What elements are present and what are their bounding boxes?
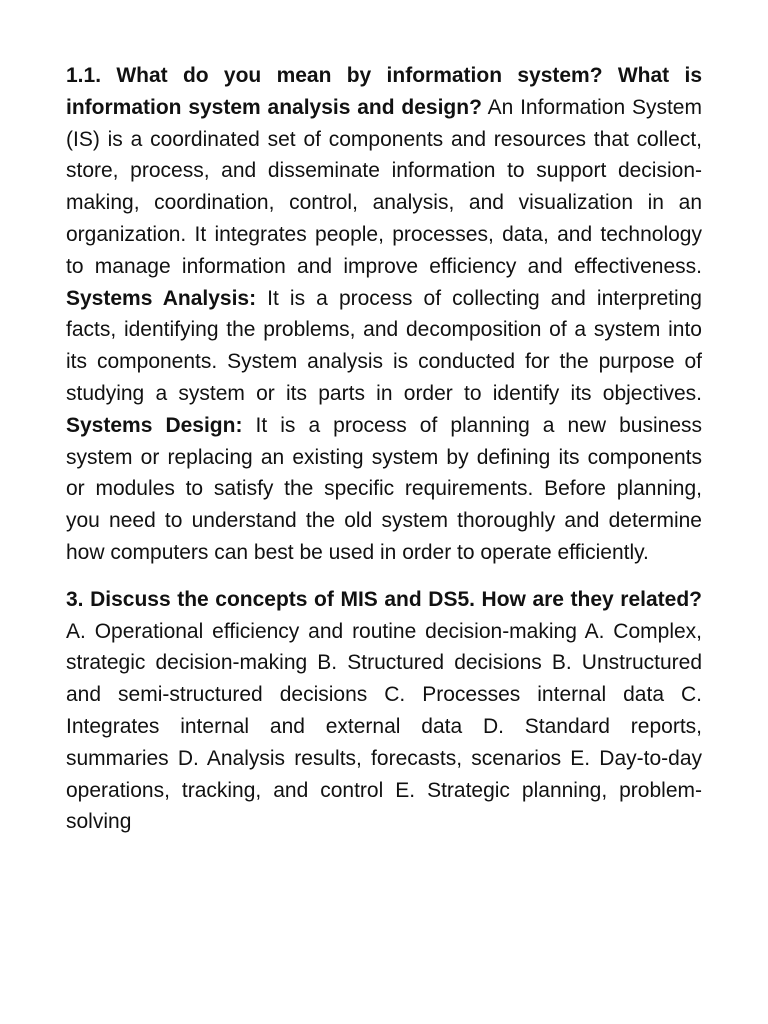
paragraph-mis-dss: [66, 584, 702, 838]
systems-analysis-text: It is a process of collecting and interpreting facts, identifying the problems, and decomposition of a system into its components. System analysis is conducted for the purpose of studying a system or its parts in order to identify its objectives.: [66, 286, 702, 405]
systems-design-heading: Systems Design:: [66, 413, 243, 437]
question-heading: 3. Discuss the concepts of MIS and DS5. How are they related?: [66, 587, 702, 611]
paragraph-text: A. Operational efficiency and routine decision-making A. Complex, strategic decision-making B. Structured decisions B. Unstructured and semi-structured decisions C. Processes internal data C. Integrates internal and external data D. Standard reports, summaries D. Analysis results, forecasts, scenarios E. Day-to-day operations, tracking, and control E. Strategic planning, problem-solving: [66, 619, 702, 834]
document-page: [66, 60, 702, 838]
paragraph-text: An Information System (IS) is a coordinated set of components and resources that collect, store, process, and disseminate information to support decision-making, coordination, control, analysis, and visualization in an organization. It integrates people, processes, data, and technology to manage information and improve efficiency and effectiveness.: [66, 95, 702, 278]
paragraph-information-system: [66, 60, 702, 569]
question-heading: 1.1. What do you mean by information system? What is information system analysis and design?: [66, 64, 702, 119]
systems-analysis-heading: Systems Analysis:: [66, 286, 257, 310]
systems-design-text: It is a process of planning a new business system or replacing an existing system by defining its components or modules to satisfy the specific requirements. Before planning, you need to understand the old system thoroughly and determine how computers can best be used in order to operate efficiently.: [66, 413, 702, 564]
